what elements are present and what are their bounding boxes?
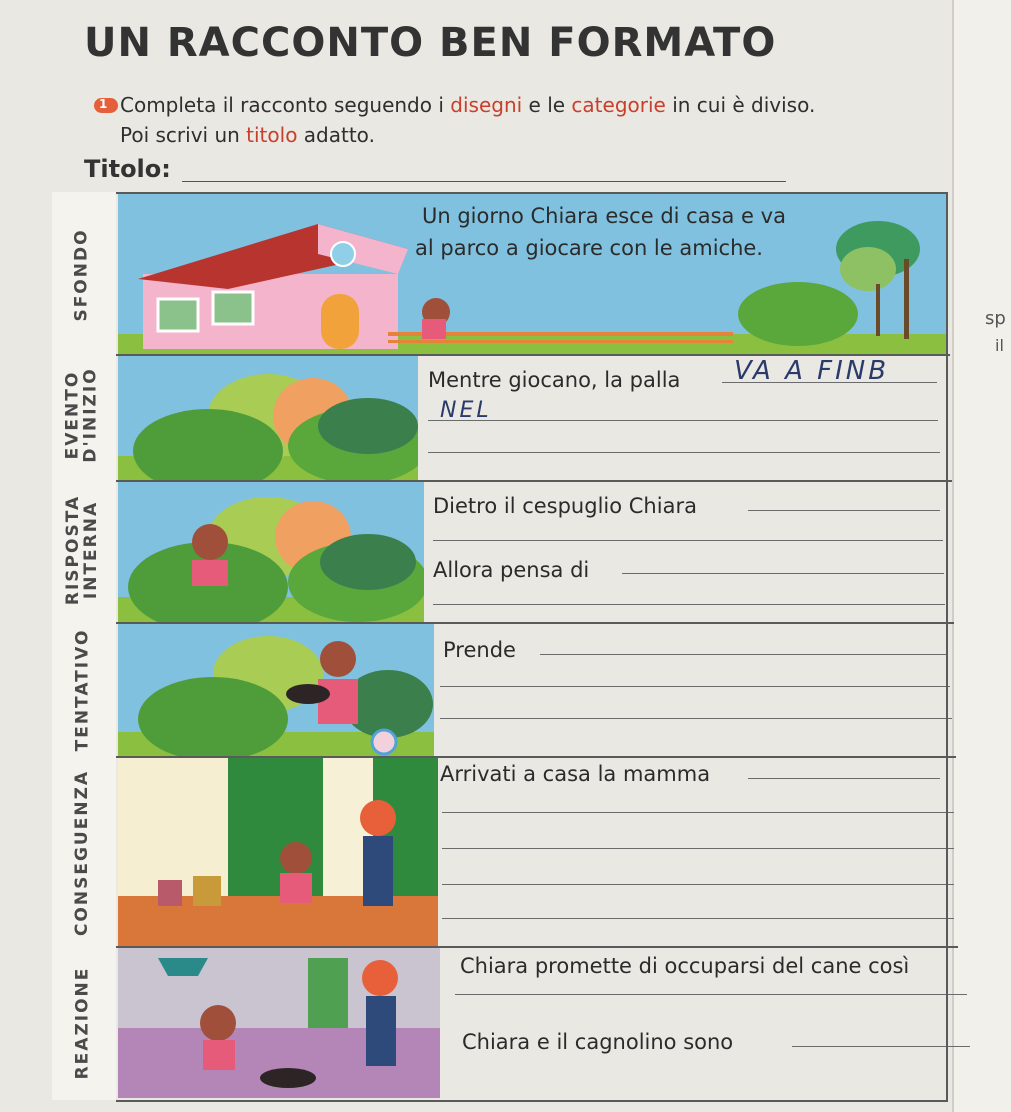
facing-page-fragment: sp bbox=[985, 308, 1006, 329]
category-sfondo: SFONDO bbox=[72, 228, 93, 322]
reazione-prompt-1: Chiara promette di occuparsi del cane così bbox=[460, 954, 910, 978]
story-table bbox=[116, 192, 948, 1102]
risposta-prompt-2: Allora pensa di bbox=[433, 558, 590, 582]
facing-page-fragment: il bbox=[995, 336, 1004, 355]
category-reazione: REAZIONE bbox=[72, 966, 92, 1080]
page-title: UN RACCONTO BEN FORMATO bbox=[84, 20, 777, 66]
row-divider bbox=[116, 480, 952, 482]
instruction-text: Completa il racconto seguendo i disegni e le categorie in cui è diviso. Poi scrivi un titolo adatto. bbox=[120, 93, 816, 147]
evento-prompt: Mentre giocano, la palla bbox=[428, 368, 681, 392]
category-conseguenza: CONSEGUENZA bbox=[72, 769, 92, 936]
evento-handwritten-answer-2: NEL bbox=[440, 398, 492, 423]
title-label: Titolo: bbox=[84, 155, 171, 183]
row-divider bbox=[116, 946, 958, 948]
category-risposta-interna: RISPOSTA INTERNA bbox=[63, 494, 101, 606]
evento-handwritten-answer-1: VA A FINB bbox=[734, 356, 890, 386]
row-divider bbox=[116, 756, 956, 758]
tentativo-prompt: Prende bbox=[443, 638, 516, 662]
row-divider bbox=[116, 622, 954, 624]
category-evento-inizio: EVENTO D'INIZIO bbox=[63, 367, 101, 463]
facing-page bbox=[954, 0, 1011, 1112]
risposta-prompt-1: Dietro il cespuglio Chiara bbox=[433, 494, 697, 518]
exercise-number-badge: 1 bbox=[94, 98, 118, 113]
title-answer-line[interactable] bbox=[182, 181, 786, 182]
conseguenza-prompt: Arrivati a casa la mamma bbox=[440, 762, 711, 786]
sfondo-line-2: al parco a giocare con le amiche. bbox=[415, 236, 763, 260]
category-tentativo: TENTATIVO bbox=[72, 628, 92, 752]
reazione-prompt-2: Chiara e il cagnolino sono bbox=[462, 1030, 734, 1054]
sfondo-line-1: Un giorno Chiara esce di casa e va bbox=[422, 204, 786, 228]
row-divider bbox=[116, 354, 950, 356]
